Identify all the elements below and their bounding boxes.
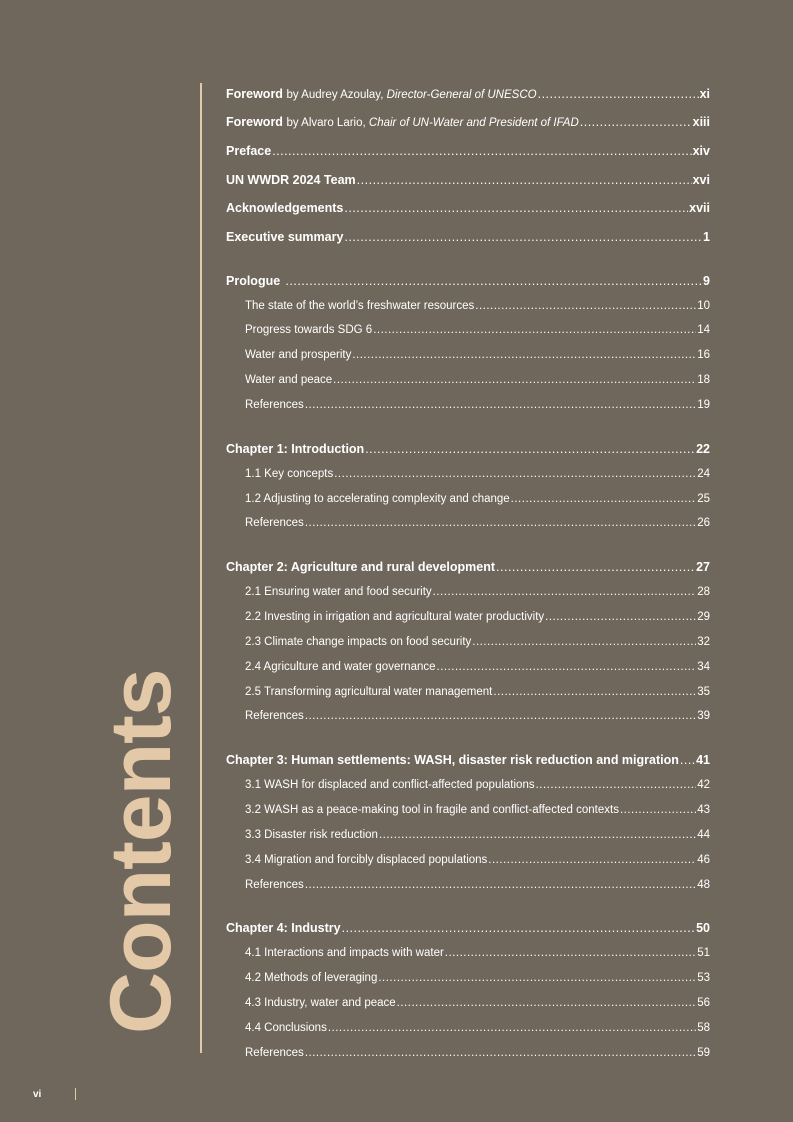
toc-entry-acknowledgements[interactable] bbox=[226, 200, 710, 216]
leader-dots bbox=[344, 200, 688, 216]
toc-entry-page: 34 bbox=[697, 661, 710, 673]
toc-entry-page: 9 bbox=[703, 274, 710, 288]
toc-subentry[interactable] bbox=[226, 945, 710, 961]
leader-dots bbox=[357, 172, 692, 188]
toc-entry-page: 22 bbox=[696, 442, 710, 456]
toc-entry-label: Chapter 4: Industry bbox=[226, 921, 341, 935]
toc-entry-page: 56 bbox=[697, 997, 710, 1009]
leader-dots bbox=[620, 802, 696, 818]
toc-entry-label: 1.1 Key concepts bbox=[245, 468, 334, 480]
leader-dots bbox=[472, 634, 696, 650]
toc-entry-label: Water and prosperity bbox=[245, 349, 352, 361]
toc-entry-label: 3.3 Disaster risk reduction bbox=[245, 829, 378, 841]
leader-dots bbox=[333, 372, 696, 388]
toc-entry-page: 58 bbox=[697, 1022, 710, 1034]
toc-subentry[interactable] bbox=[226, 659, 710, 675]
toc-entry-author: by Alvaro Lario, bbox=[286, 117, 366, 129]
page-number: vi bbox=[33, 1089, 42, 1100]
toc-subentry[interactable] bbox=[226, 877, 710, 893]
toc-entry-page: 14 bbox=[697, 324, 710, 336]
toc-entry-label: 4.2 Methods of leveraging bbox=[245, 972, 378, 984]
toc-entry-label: References bbox=[245, 879, 304, 891]
toc-entry-page: 53 bbox=[697, 972, 710, 984]
leader-dots bbox=[545, 609, 696, 625]
leader-dots bbox=[352, 347, 696, 363]
toc-subentry[interactable] bbox=[226, 1045, 710, 1061]
toc-entry-label: Chapter 1: Introduction bbox=[226, 442, 365, 456]
toc-subentry[interactable] bbox=[226, 684, 710, 700]
toc-entry-page: xvi bbox=[692, 173, 710, 187]
toc-entry-author: by Audrey Azoulay, bbox=[286, 89, 384, 101]
toc-entry-label: Progress towards SDG 6 bbox=[245, 324, 373, 336]
toc-subentry[interactable] bbox=[226, 347, 710, 363]
toc-entry-label: 2.5 Transforming agricultural water management bbox=[245, 686, 493, 698]
toc-entry-page: 24 bbox=[697, 468, 710, 480]
toc-entry-label: UN WWDR 2024 Team bbox=[226, 173, 356, 187]
toc-entry-page: 19 bbox=[697, 399, 710, 411]
leader-dots bbox=[511, 491, 697, 507]
toc-subentry[interactable] bbox=[226, 852, 710, 868]
toc-entry-label: Chapter 3: Human settlements: WASH, disaster risk reduction and migration bbox=[226, 753, 679, 767]
toc-entry-page: xiv bbox=[692, 144, 710, 158]
leader-dots bbox=[334, 466, 696, 482]
leader-dots bbox=[344, 229, 702, 245]
leader-dots bbox=[433, 584, 697, 600]
toc-entry-chapter-2[interactable] bbox=[226, 559, 710, 575]
leader-dots bbox=[305, 397, 696, 413]
toc-entry-role: Chair of UN-Water and President of IFAD bbox=[368, 117, 579, 129]
toc-entry-label: References bbox=[245, 517, 304, 529]
toc-entry-chapter-1[interactable] bbox=[226, 441, 710, 457]
toc-subentry[interactable] bbox=[226, 397, 710, 413]
toc-entry-page: 48 bbox=[697, 879, 710, 891]
toc-subentry[interactable] bbox=[226, 322, 710, 338]
toc-entry-label: Preface bbox=[226, 144, 272, 158]
leader-dots bbox=[305, 1045, 696, 1061]
toc-entry-preface[interactable] bbox=[226, 143, 710, 159]
leader-dots bbox=[493, 684, 696, 700]
toc-entry-page: 28 bbox=[697, 586, 710, 598]
toc-entry-page: xvii bbox=[689, 201, 710, 215]
toc-entry-page: 59 bbox=[697, 1047, 710, 1059]
toc-entry-label: 4.4 Conclusions bbox=[245, 1022, 327, 1034]
toc-entry-label: References bbox=[245, 1047, 304, 1059]
toc-subentry[interactable] bbox=[226, 298, 710, 314]
toc-subentry[interactable] bbox=[226, 708, 710, 724]
leader-dots bbox=[437, 659, 697, 675]
toc-entry-page: 29 bbox=[697, 611, 710, 623]
leader-dots bbox=[488, 852, 696, 868]
toc-entry-page: 25 bbox=[697, 493, 710, 505]
toc-subentry[interactable] bbox=[226, 466, 710, 482]
toc-entry-label: 2.3 Climate change impacts on food security bbox=[245, 636, 472, 648]
toc-entry-page: 50 bbox=[696, 921, 710, 935]
leader-dots bbox=[365, 441, 695, 457]
toc-entry-role: Director-General of UNESCO bbox=[386, 89, 537, 101]
toc-entry-page: 32 bbox=[697, 636, 710, 648]
toc-entry-page: xi bbox=[699, 87, 710, 101]
leader-dots bbox=[580, 114, 692, 130]
leader-dots bbox=[538, 86, 699, 102]
toc-entry-page: 26 bbox=[697, 517, 710, 529]
toc-entry-label: 4.1 Interactions and impacts with water bbox=[245, 947, 444, 959]
toc-entry-page: 27 bbox=[696, 560, 710, 574]
toc-entry-label: Foreword bbox=[226, 87, 283, 101]
toc-entry-label: Acknowledgements bbox=[226, 201, 344, 215]
toc-entry-page: 16 bbox=[697, 349, 710, 361]
toc-entry-label: 1.2 Adjusting to accelerating complexity and change bbox=[245, 493, 510, 505]
toc-subentry[interactable] bbox=[226, 1020, 710, 1036]
toc-subentry[interactable] bbox=[226, 372, 710, 388]
toc-entry-team[interactable] bbox=[226, 172, 710, 188]
toc-entry-page: 42 bbox=[697, 779, 710, 791]
toc-entry-page: xiii bbox=[692, 115, 710, 129]
toc-entry-label: 3.4 Migration and forcibly displaced populations bbox=[245, 854, 488, 866]
toc-entry-label: 3.1 WASH for displaced and conflict-affected populations bbox=[245, 779, 535, 791]
leader-dots bbox=[272, 143, 691, 159]
leader-dots bbox=[397, 995, 697, 1011]
toc-entry-label: The state of the world’s freshwater resources bbox=[245, 300, 475, 312]
toc-entry-chapter-4[interactable] bbox=[226, 920, 710, 936]
toc-subentry[interactable] bbox=[226, 995, 710, 1011]
leader-dots bbox=[328, 1020, 696, 1036]
toc-subentry[interactable] bbox=[226, 491, 710, 507]
toc-entry-label: 3.2 WASH as a peace-making tool in fragile and conflict-affected contexts bbox=[245, 804, 619, 816]
toc-subentry[interactable] bbox=[226, 609, 710, 625]
leader-dots bbox=[536, 777, 697, 793]
toc-entry-page: 44 bbox=[697, 829, 710, 841]
toc-entry-foreword-unwater[interactable] bbox=[226, 114, 710, 131]
toc-entry-label: 2.2 Investing in irrigation and agricultural water productivity bbox=[245, 611, 545, 623]
toc-entry-page: 43 bbox=[697, 804, 710, 816]
toc-entry-page: 41 bbox=[696, 753, 710, 767]
toc-entry-label: 4.3 Industry, water and peace bbox=[245, 997, 396, 1009]
toc-entry-page: 46 bbox=[697, 854, 710, 866]
divider-line bbox=[200, 83, 202, 1053]
toc-entry-page: 18 bbox=[697, 374, 710, 386]
footer-divider bbox=[75, 1088, 76, 1100]
leader-dots bbox=[373, 322, 696, 338]
toc-entry-label: References bbox=[245, 710, 304, 722]
toc-subentry[interactable] bbox=[226, 802, 710, 818]
toc-entry-label: Prologue bbox=[226, 274, 281, 288]
toc-entry-page: 1 bbox=[703, 230, 710, 244]
toc-entry-label: 2.1 Ensuring water and food security bbox=[245, 586, 432, 598]
page-title: Contents bbox=[93, 669, 189, 1034]
leader-dots bbox=[379, 827, 696, 843]
leader-dots bbox=[445, 945, 696, 961]
toc-entry-label: Foreword bbox=[226, 115, 283, 129]
toc-entry-label: Chapter 2: Agriculture and rural development bbox=[226, 560, 496, 574]
leader-dots bbox=[342, 920, 695, 936]
toc-subentry[interactable] bbox=[226, 970, 710, 986]
leader-dots bbox=[680, 752, 695, 768]
toc-entry-page: 10 bbox=[697, 300, 710, 312]
toc-entry-prologue[interactable] bbox=[226, 273, 710, 289]
toc-entry-label: Executive summary bbox=[226, 230, 344, 244]
leader-dots bbox=[496, 559, 695, 575]
toc-entry-page: 39 bbox=[697, 710, 710, 722]
leader-dots bbox=[285, 273, 702, 289]
toc-entry-page: 51 bbox=[697, 947, 710, 959]
toc-entry-executive-summary[interactable] bbox=[226, 229, 710, 245]
toc-entry-chapter-3[interactable] bbox=[226, 752, 710, 768]
toc-subentry[interactable] bbox=[226, 584, 710, 600]
toc-subentry[interactable] bbox=[226, 634, 710, 650]
toc-entry-label: 2.4 Agriculture and water governance bbox=[245, 661, 436, 673]
toc-entry-label: References bbox=[245, 399, 304, 411]
toc-subentry[interactable] bbox=[226, 827, 710, 843]
toc-subentry[interactable] bbox=[226, 515, 710, 531]
leader-dots bbox=[305, 515, 696, 531]
leader-dots bbox=[305, 877, 696, 893]
toc-subentry[interactable] bbox=[226, 777, 710, 793]
toc-entry-label: Water and peace bbox=[245, 374, 333, 386]
leader-dots bbox=[305, 708, 696, 724]
leader-dots bbox=[378, 970, 696, 986]
leader-dots bbox=[475, 298, 696, 314]
toc-entry-page: 35 bbox=[697, 686, 710, 698]
toc-entry-foreword-unesco[interactable] bbox=[226, 86, 710, 103]
